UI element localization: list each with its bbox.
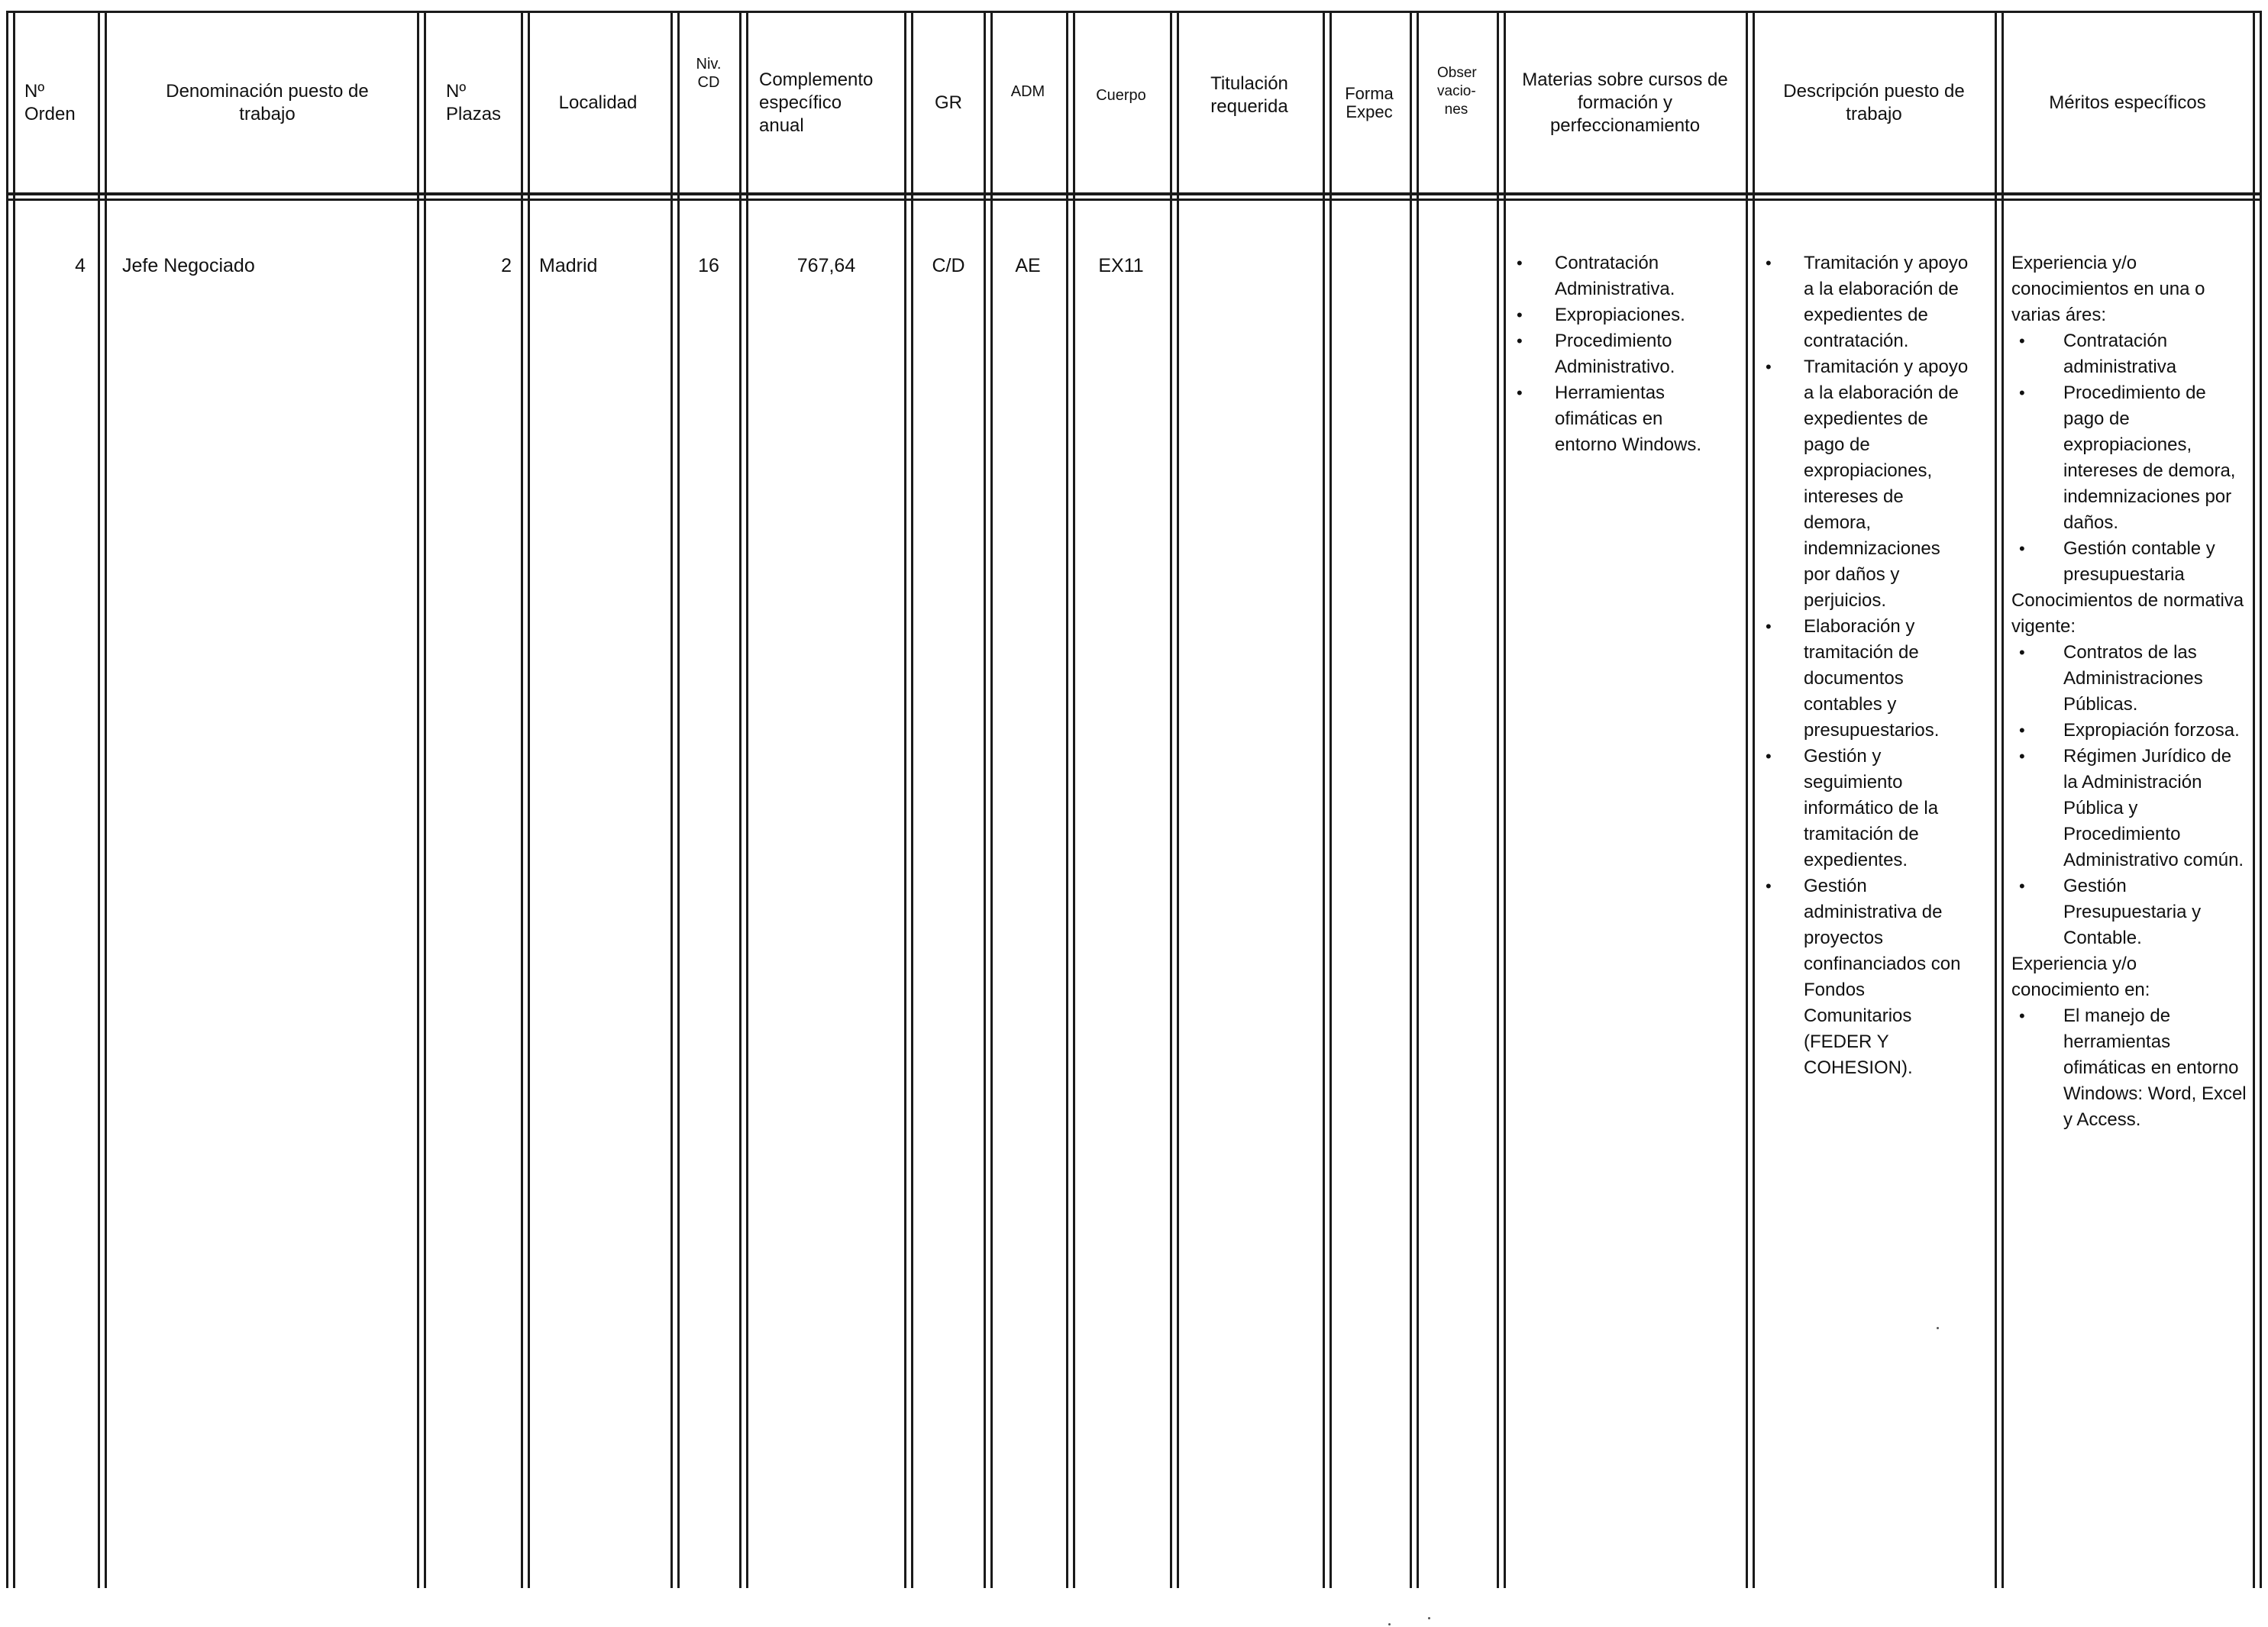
header-descripcion-text: Descripción puesto de trabajo [1783,81,1965,124]
scan-speck [1428,1617,1430,1619]
cell-orden: 4 [75,255,86,276]
header-nivel-cd [678,15,739,191]
header-plazas [437,15,521,191]
list-item: • Gestión Presupuestaria y Contable. [2011,873,2248,951]
cell-cuerpo: EX11 [1098,255,1144,276]
descripcion-list [1756,250,1970,1081]
col-divider [98,11,107,1588]
cell-gr: C/D [932,255,965,276]
header-denominacion [122,15,412,191]
list-item: • Contratación administrativa [2011,328,2248,380]
cell-localidad: Madrid [539,255,598,276]
cell-adm: AE [1015,255,1041,276]
col-divider [739,11,748,1588]
header-meritos [2004,15,2251,191]
header-titulacion [1178,15,1321,176]
header-adm [991,15,1065,168]
header-materias-text: Materias sobre cursos de formación y perfeccionamiento [1522,69,1728,136]
header-complemento-text: Complemento específico anual [759,69,874,136]
header-descripcion [1755,15,1993,191]
header-titulacion-text: Titulación requerida [1210,73,1288,117]
col-divider [2253,11,2262,1588]
header-localidad-text: Localidad [558,92,638,113]
list-item: • Gestión contable y presupuestaria [2011,536,2248,588]
list-item: • Expropiaciones. [1507,302,1721,328]
cell-denominacion: Jefe Negociado [122,255,255,276]
header-meritos-text: Méritos específicos [2049,92,2206,113]
header-materias [1506,15,1744,191]
header-observaciones-text: Obser vacio-nes [1437,65,1477,118]
list-item: • Contratación Administrativa. [1507,250,1721,302]
list-item: • Expropiación forzosa. [2011,718,2248,744]
meritos-intro-3: Experiencia y/o conocimiento en: [2011,954,2150,1000]
scan-speck [1937,1327,1939,1329]
col-divider [521,11,530,1588]
header-adm-text: ADM [1010,83,1045,100]
scan-speck [1388,1623,1391,1625]
meritos-intro-1: Experiencia y/o conocimientos en una o varias áres: [2011,253,2205,325]
cell-complemento: 767,64 [796,255,856,276]
col-divider [1170,11,1179,1588]
meritos-list-3 [2011,1003,2248,1133]
col-divider [1497,11,1506,1588]
col-divider [984,11,993,1588]
list-item: • Régimen Jurídico de la Administración Pública y Procedimiento Administrativo común. [2011,744,2248,873]
header-forma-text: Forma Expec [1345,84,1394,121]
list-item: • Gestión y seguimiento informático de la tramitación de expedientes. [1756,744,1970,873]
meritos-list-2 [2011,640,2248,951]
materias-list [1507,250,1721,458]
list-item: • Procedimiento de pago de expropiaciones, intereses de demora, indemnizaciones por daños. [2011,380,2248,536]
col-divider [670,11,680,1588]
list-item: • Herramientas ofimáticas en entorno Windows. [1507,380,1721,458]
header-forma [1330,15,1408,191]
list-item: • Elaboración y tramitación de documentos contables y presupuestarios. [1756,614,1970,744]
header-localidad [527,15,669,191]
col-divider [1995,11,2004,1588]
list-item: • Contratos de las Administraciones Públicas. [2011,640,2248,718]
header-cuerpo-text: Cuerpo [1096,87,1146,104]
header-gr-text: GR [935,92,962,113]
header-complemento [750,15,903,191]
col-divider [904,11,913,1588]
header-bottom-border-2 [6,199,2262,201]
col-divider [6,11,15,1588]
list-item: • Tramitación y apoyo a la elaboración de expedientes de contratación. [1756,250,1970,354]
header-observaciones [1417,15,1495,168]
list-item: • El manejo de herramientas ofimáticas en entorno Windows: Word, Excel y Access. [2011,1003,2248,1133]
col-divider [1410,11,1419,1588]
list-item: • Gestión administrativa de proyectos confinanciados con Fondos Comunitarios (FEDER Y COHESION). [1756,873,1970,1081]
col-divider [417,11,426,1588]
table-top-border [6,11,2262,13]
col-divider [1066,11,1075,1588]
list-item: • Procedimiento Administrativo. [1507,328,1721,380]
col-divider [1323,11,1332,1588]
header-orden [15,15,96,191]
header-orden-text: Nº Orden [24,81,76,124]
cell-plazas: 2 [501,255,512,276]
header-nivel-cd-text: Niv. CD [696,56,722,91]
header-bottom-border [6,192,2262,195]
meritos-list-1 [2011,328,2248,588]
cell-descripcion [1756,250,1970,1081]
cell-nivel-cd: 16 [698,255,719,276]
col-divider [1746,11,1755,1588]
header-gr [915,15,982,191]
cell-meritos [2011,250,2248,1133]
cell-materias [1507,250,1721,458]
meritos-intro-2: Conocimientos de normativa vigente: [2011,590,2244,637]
header-plazas-text: Nº Plazas [446,81,502,124]
list-item: • Tramitación y apoyo a la elaboración de expedientes de pago de expropiaciones, intereses de demora, indemnizaciones por daños y perjuicios. [1756,354,1970,614]
header-denominacion-text: Denominación puesto de trabajo [166,81,369,124]
header-cuerpo [1074,15,1168,176]
